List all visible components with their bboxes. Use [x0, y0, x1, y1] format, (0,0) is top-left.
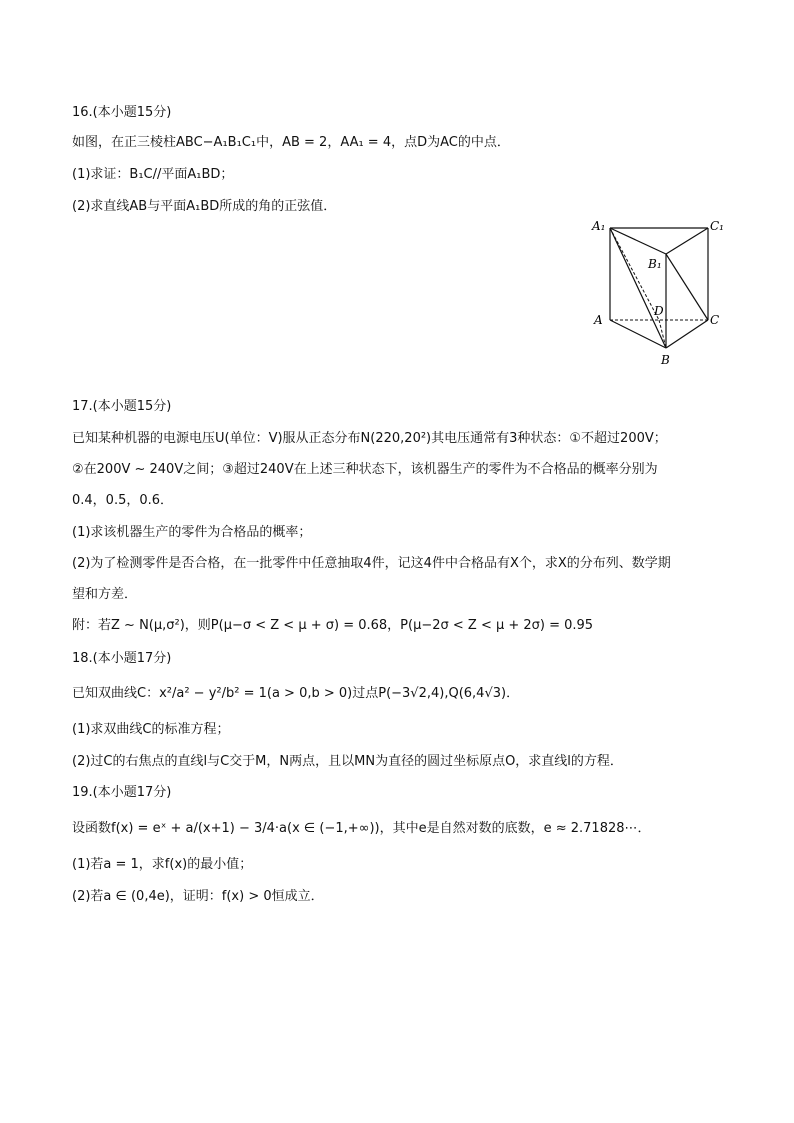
q17-note: 附：若Z ~ N(μ,σ²)，则P(μ−σ < Z < μ + σ) = 0.68，P(μ−2σ < Z < μ + 2σ) = 0.95	[72, 618, 594, 633]
label-A: A	[594, 313, 603, 327]
q17-stem-3: 0.4，0.5，0.6．	[72, 493, 174, 508]
q18-header: 18.(本小题17分)	[72, 651, 172, 666]
q19-part2: (2)若a ∈ (0,4e)，证明：f(x) > 0恒成立．	[72, 889, 324, 904]
label-B: B	[661, 353, 670, 367]
q17-part1: (1)求该机器生产的零件为合格品的概率；	[72, 525, 312, 540]
label-C: C	[710, 313, 720, 327]
q16-part1: (1)求证：B₁C//平面A₁BD；	[72, 167, 234, 182]
q19-part1: (1)若a = 1，求f(x)的最小值；	[72, 857, 253, 872]
q18-part1: (1)求双曲线C的标准方程；	[72, 722, 230, 737]
q16-header: 16.(本小题15分)	[72, 105, 172, 120]
q17-stem-1: 已知某种机器的电源电压U(单位：V)服从正态分布N(220,20²)其电压通常有3种状态：①不超过200V；	[72, 431, 667, 446]
label-C1: C₁	[710, 219, 724, 233]
q19-stem: 设函数f(x) = eˣ + a/(x+1) − 3/4·a(x ∈ (−1,+∞))，其中e是自然对数的底数，e ≈ 2.71828⋯．	[72, 821, 651, 836]
prism-figure	[590, 218, 730, 368]
q19-header: 19.(本小题17分)	[72, 785, 172, 800]
q17-stem-2: ②在200V ~ 240V之间；③超过240V在上述三种状态下，该机器生产的零件为不合格品的概率分别为	[72, 462, 658, 477]
q16-part2: (2)求直线AB与平面A₁BD所成的角的正弦值．	[72, 199, 337, 214]
label-A1: A₁	[592, 219, 606, 233]
q17-part2b: 望和方差．	[72, 587, 138, 602]
q18-part2: (2)过C的右焦点的直线l与C交于M，N两点，且以MN为直径的圆过坐标原点O，求直线l的方程．	[72, 754, 623, 769]
q17-header: 17.(本小题15分)	[72, 399, 172, 414]
label-D: D	[654, 304, 664, 318]
q18-stem: 已知双曲线C：x²/a² − y²/b² = 1(a > 0,b > 0)过点P(−3√2,4),Q(6,4√3)．	[72, 686, 520, 701]
label-B1: B₁	[648, 257, 662, 271]
q17-part2a: (2)为了检测零件是否合格，在一批零件中任意抽取4件，记这4件中合格品有X个，求X的分布列、数学期	[72, 556, 671, 571]
q16-stem: 如图，在正三棱柱ABC−A₁B₁C₁中，AB = 2，AA₁ = 4，点D为AC的中点．	[72, 135, 510, 150]
